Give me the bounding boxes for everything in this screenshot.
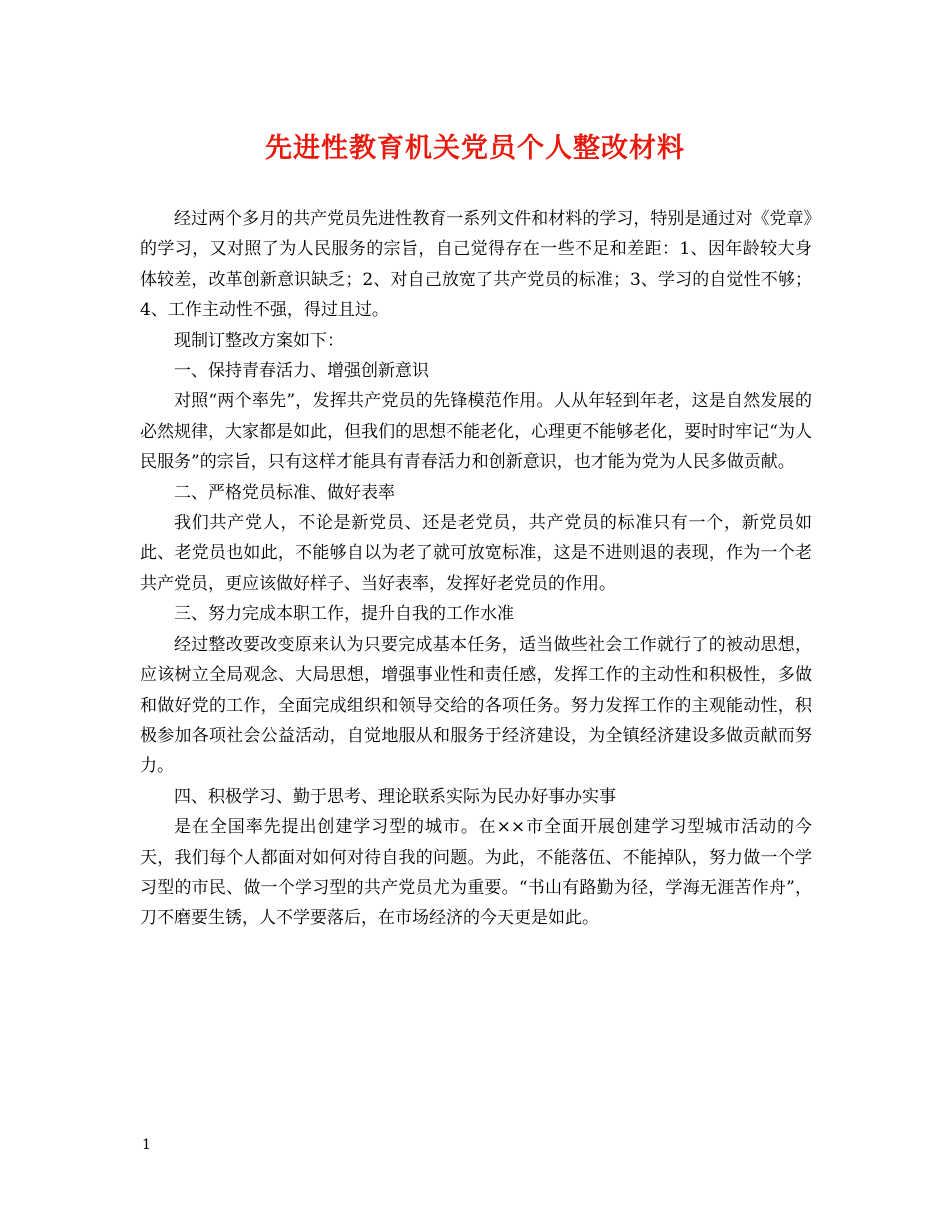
section-heading-3: 三、努力完成本职工作，提升自我的工作水准	[174, 604, 514, 625]
section-heading-2: 二、严格党员标准、做好表率	[174, 482, 395, 503]
paragraph-section-1: 对照“两个率先”，发挥共产党员的先锋模范作用。人从年轻到年老，这是自然发展的必然规律，大家都是如此，但我们的思想不能老化，心理更不能够老化，要时时牢记“为人民服务”的宗旨，只有这样才能具有青春活力和创新意识，也才能为党为人民多做贡献。	[140, 391, 812, 473]
paragraph-section-4: 是在全国率先提出创建学习型的城市。在××市全面开展创建学习型城市活动的今天，我们每个人都面对如何对待自我的问题。为此，不能落伍、不能掉队，努力做一个学习型的市民、做一个学习型的共产党员尤为重要。“书山有路勤为径，学海无涯苦作舟”，刀不磨要生锈，人不学要落后，在市场经济的今天更是如此。	[140, 817, 812, 929]
document-title: 先进性教育机关党员个人整改材料	[265, 133, 685, 164]
document-body	[140, 204, 812, 934]
paragraph-plan-intro: 现制订整改方案如下：	[174, 330, 344, 351]
section-heading-4: 四、积极学习、勤于思考、理论联系实际为民办好事办实事	[174, 786, 616, 807]
page-number: 1	[142, 1137, 151, 1153]
section-heading-1: 一、保持青春活力、增强创新意识	[174, 361, 429, 382]
paragraph-section-2: 我们共产党人，不论是新党员、还是老党员，共产党员的标准只有一个，新党员如此、老党员也如此，不能够自以为老了就可放宽标准，这是不进则退的表现，作为一个老共产党员，更应该做好样子、当好表率，发挥好老党员的作用。	[140, 513, 812, 594]
paragraph-intro: 经过两个多月的共产党员先进性教育一系列文件和材料的学习，特别是通过对《党章》的学习，又对照了为人民服务的宗旨，自己觉得存在一些不足和差距：1、因年龄较大身体较差，改革创新意识缺乏；2、对自己放宽了共产党员的标准；3、学习的自觉性不够；4、工作主动性不强，得过且过。	[140, 209, 812, 321]
paragraph-section-3: 经过整改要改变原来认为只要完成基本任务，适当做些社会工作就行了的被动思想，应该树立全局观念、大局思想，增强事业性和责任感，发挥工作的主动性和积极性，多做和做好党的工作，全面完成组织和领导交给的各项任务。努力发挥工作的主观能动性，积极参加各项社会公益活动，自觉地服从和服务于经济建设，为全镇经济建设多做贡献而努力。	[140, 634, 812, 777]
